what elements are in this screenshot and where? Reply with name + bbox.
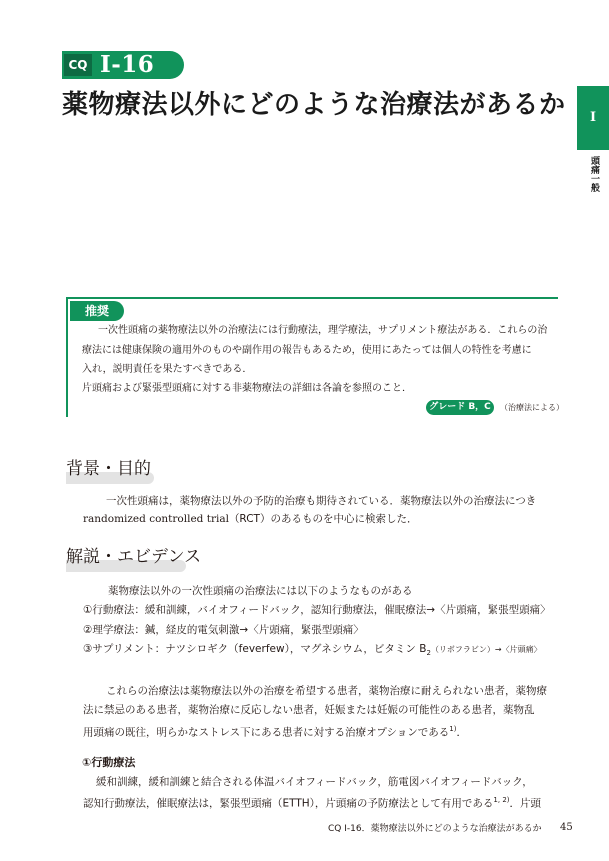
chapter-name: 頭痛一般	[589, 156, 599, 192]
vitamin-subscript: 2	[426, 649, 431, 658]
evidence-item-text: ③サプリメント：ナツシロギク（feverfew），マグネシウム，ビタミン B	[83, 643, 427, 655]
background-line-rest: （RCT）のあるものを中心に検索した．	[228, 513, 418, 525]
reference-marker: 1)	[449, 725, 457, 733]
background-line	[83, 511, 417, 527]
grade-badge: グレード B，C	[426, 400, 494, 415]
recommendation-side-rule	[66, 297, 68, 417]
recommendation-top-rule	[66, 297, 558, 299]
recommendation-line: 片頭痛および緊張型頭痛に対する非薬物療法の詳細は各論を参照のこと．	[82, 383, 412, 394]
sub-section-line	[83, 792, 541, 812]
evidence-paragraph-line	[83, 721, 467, 741]
sub-section-end: ．片頭	[509, 797, 542, 810]
recommendation-line: 入れ，説明責任を果たすべきである．	[82, 364, 253, 375]
evidence-item-text: （リボフラビン）→〈片頭痛〉	[430, 645, 542, 654]
sub-section-line: 緩和訓練，緩和訓練と結合される体温バイオフィードバック，筋電図バイオフィードバック，	[96, 776, 533, 788]
page-number: 45	[560, 822, 573, 833]
sub-heading-behavioral-therapy: ①行動療法	[82, 756, 136, 769]
evidence-item	[83, 641, 542, 661]
cq-number: I-16	[100, 51, 155, 78]
recommendation-label: 推奨	[70, 301, 124, 321]
evidence-item: ②理学療法：鍼，経皮的電気刺激→〈片頭痛，緊張型頭痛〉	[83, 624, 364, 636]
running-footer: CQ I-16．薬物療法以外にどのような治療法があるか	[328, 824, 542, 834]
reference-marker: 1, 2)	[493, 796, 510, 804]
background-line-english: randomized controlled trial	[83, 513, 229, 525]
sub-section-text: 認知行動療法，催眠療法は，緊張型頭痛（ETTH），片頭痛の予防療法として有用である	[83, 797, 494, 810]
section-heading-background: 背景・目的	[66, 459, 151, 479]
evidence-paragraph-line: これらの治療法は薬物療法以外の治療を希望する患者，薬物治療に耐えられない患者，薬物療	[106, 685, 547, 697]
paragraph-text: 用頭痛の既往，明らかなストレス下にある患者に対する治療オプションである	[83, 726, 450, 739]
evidence-intro: 薬物療法以外の一次性頭痛の治療法には以下のようなものがある	[108, 585, 413, 597]
paragraph-end: ．	[456, 726, 467, 739]
grade-note: （治療法による）	[500, 403, 564, 412]
cq-label: CQ	[64, 54, 92, 76]
background-line: 一次性頭痛は，薬物療法以外の予防的治療も期待されている．薬物療法以外の治療法につき	[106, 495, 537, 507]
section-heading-evidence: 解説・エビデンス	[66, 547, 202, 567]
page-title: 薬物療法以外にどのような治療法があるか	[62, 90, 566, 120]
evidence-paragraph-line: 法に禁忌のある患者，薬物治療に反応しない患者，妊娠または妊娠の可能性のある患者，薬物乱	[83, 704, 535, 716]
recommendation-line: 一次性頭痛の薬物療法以外の治療法には行動療法，理学療法，サプリメント療法がある．これらの治	[98, 325, 548, 336]
evidence-item: ①行動療法：緩和訓練，バイオフィードバック，認知行動療法，催眠療法→〈片頭痛，緊張型頭痛〉	[83, 604, 551, 616]
chapter-number: I	[589, 110, 597, 125]
recommendation-line: 療法には健康保険の適用外のものや副作用の報告もあるため，使用にあたっては個人の特性を考慮に	[82, 345, 532, 356]
